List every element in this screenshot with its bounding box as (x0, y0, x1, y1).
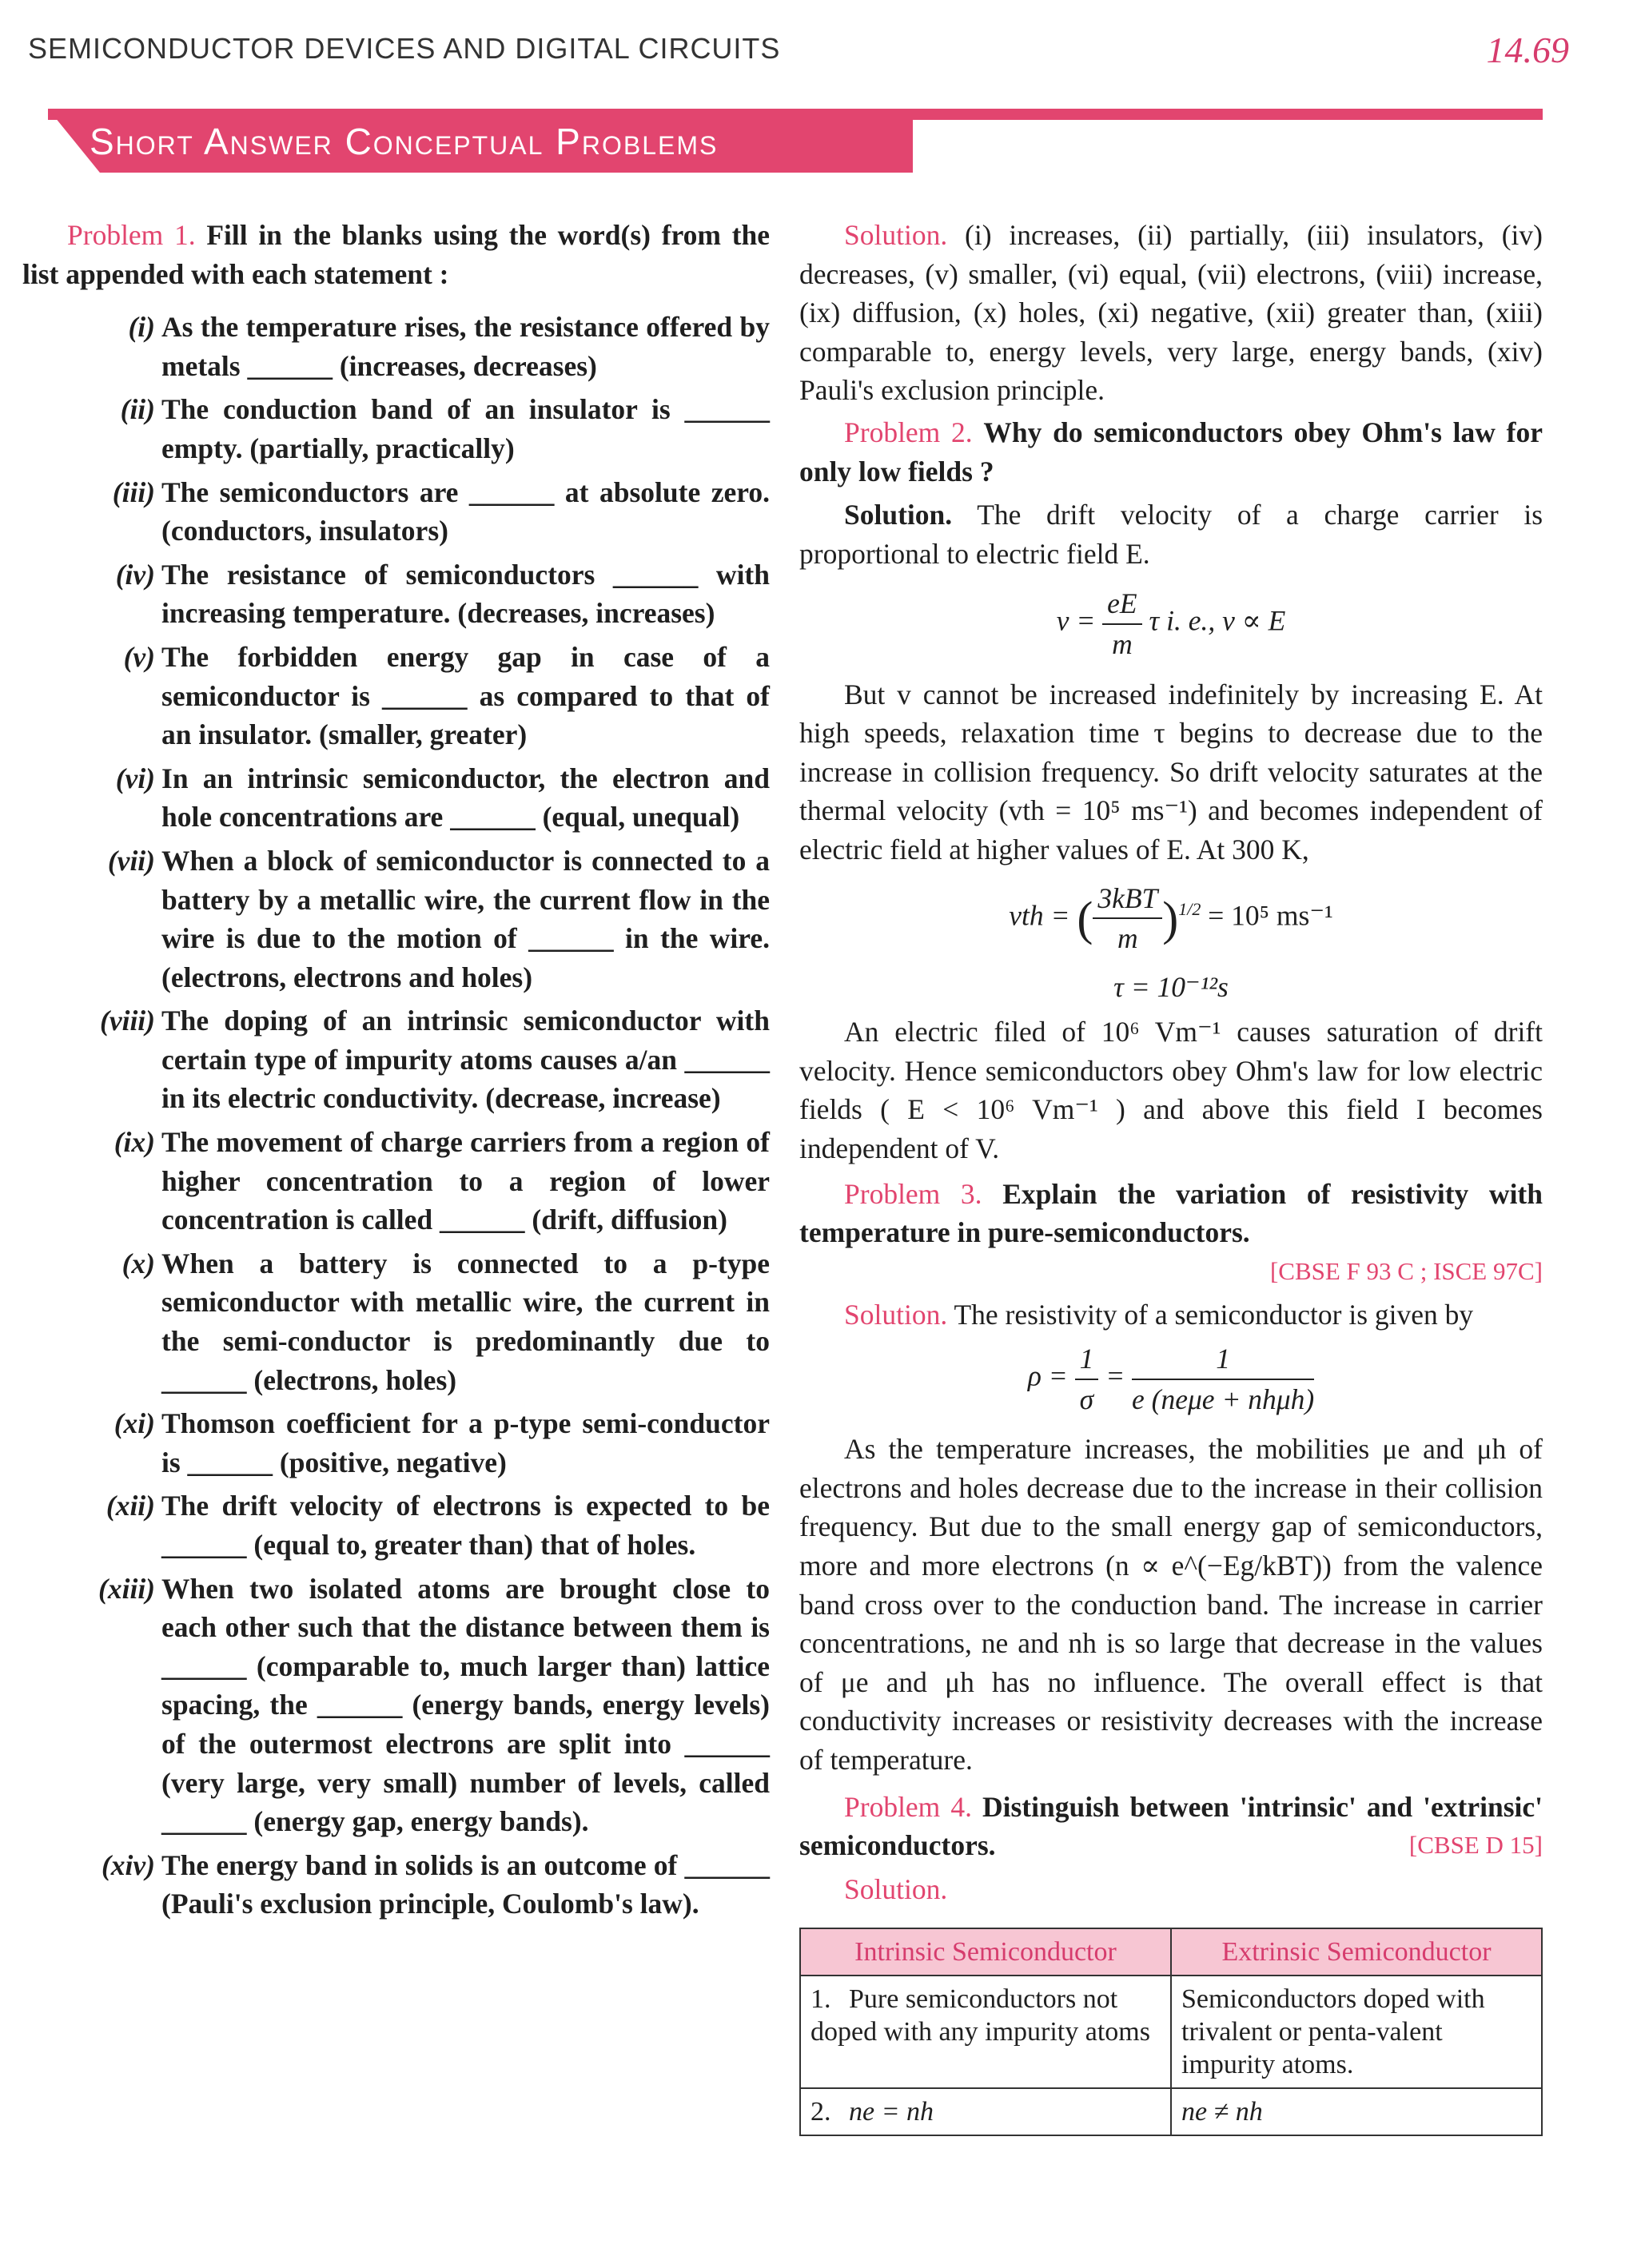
list-item: (viii) The doping of an intrinsic semiconductor with certain type of impurity atoms causes a/an ______ in its electric conductivity. (decrease, increase) (100, 1005, 770, 1115)
page-number: 14.69 (1486, 30, 1569, 70)
list-item: (i) As the temperature rises, the resistance offered by metals ______ (increases, decreases) (128, 311, 770, 382)
left-column (22, 216, 770, 1924)
running-title: SEMICONDUCTOR DEVICES AND DIGITAL CIRCUITS (28, 32, 781, 65)
equation-thermal-velocity: vth = ( $\frac{\text{3kBT}}{m}$ )$^{1/2}$ = 10⁵ ms⁻¹ (799, 879, 1543, 958)
table-cell: ne ≠ nh (1171, 2088, 1542, 2135)
equation-relaxation-time: τ = 10⁻¹²s (1113, 970, 1229, 1003)
equation-drift-velocity: v = $\frac{eE}{m}$ τ i. e., v ∝ E (799, 584, 1543, 663)
problem-1-heading (22, 216, 770, 293)
list-item: (vi) In an intrinsic semiconductor, the electron and hole concentrations are ______ (equal, unequal) (115, 762, 770, 834)
solution-text: (i) increases, (ii) partially, (iii) insulators, (iv) decreases, (v) smaller, (vi) equal, (vii) electrons, (viii) increase, (ix) diffusion, (x) holes, (xi) negative, (xii) greater than, (xiii) comparable to, energy levels, very large, energy bands, (xiv) Pauli's exclusion principle. (799, 219, 1543, 407)
table-cell: 2. ne = nh (800, 2088, 1171, 2135)
problem-3-heading (799, 1175, 1543, 1252)
solution-label: Solution. (844, 1872, 948, 1905)
comparison-table (799, 1928, 1543, 2136)
solution-label: Solution. (844, 219, 948, 251)
problem-label: Problem 4. (844, 1790, 972, 1823)
solution-1 (799, 216, 1543, 410)
solution-4 (799, 1870, 1543, 1909)
list-item: (xi) Thomson coefficient for a p-type semi-conductor is ______ (positive, negative) (114, 1407, 770, 1478)
table-row (800, 2088, 1542, 2135)
problem-label: Problem 1. (67, 219, 196, 251)
table-row (800, 1976, 1542, 2088)
solution-label: Solution. (844, 499, 953, 531)
right-column (799, 216, 1543, 2136)
list-item: (iii) The semiconductors are ______ at absolute zero. (conductors, insulators) (112, 475, 770, 547)
list-item: (ix) The movement of charge carriers from a region of higher concentration to a region of lower concentration is called ______ (drift, diffusion) (114, 1126, 770, 1236)
problem-4-heading (799, 1788, 1543, 1865)
solution-2-paragraph-2: An electric filed of 10⁶ Vm⁻¹ causes saturation of drift velocity. Hence semiconductors obey Ohm's law for low electric fields ( E < 10⁶ Vm⁻¹ ) and above this field I becomes independent of V. (799, 1016, 1543, 1165)
table-cell: 1. Pure semiconductors not doped with any impurity atoms (800, 1976, 1171, 2088)
list-item: (xii) The drift velocity of electrons is expected to be ______ (equal to, greater than) that of holes. (106, 1490, 770, 1561)
problem-label: Problem 2. (844, 416, 973, 448)
list-item: (xiv) The energy band in solids is an outcome of ______ (Pauli's exclusion principle, Coulomb's law). (101, 1848, 770, 1920)
list-item: (x) When a battery is connected to a p-type semiconductor with metallic wire, the current in the semi-conductor is predominantly due to ______ (electrons, holes) (121, 1247, 770, 1396)
solution-2 (799, 495, 1543, 573)
problem-text: Fill in the blanks using the word(s) from the list appended with each statement : (22, 219, 770, 290)
problem-label: Problem 3. (844, 1177, 982, 1210)
section-title: Short Answer Conceptual Problems (90, 121, 719, 162)
solution-3 (799, 1295, 1543, 1335)
solution-2-paragraph: But v cannot be increased indefinitely by increasing E. At high speeds, relaxation time τ begins to decrease due to the increase in collision frequency. So drift velocity saturates at the thermal velocity (vth = 10⁵ ms⁻¹) and becomes independent of electric field at higher values of E. At 300 K, (799, 678, 1543, 865)
blank-list (22, 308, 770, 1924)
list-item: (iv) The resistance of semiconductors ______ with increasing temperature. (decreases, increases) (115, 558, 770, 630)
list-item: (xiii) When two isolated atoms are brought close to each other such that the distance between them is ______ (comparable to, much larger than) lattice spacing, the ______ (energy bands, energy levels) of the outermost electrons are split into ______ (very large, very small) number of levels, called ______ (energy gap, energy bands). (98, 1572, 770, 1838)
solution-label: Solution. (844, 1299, 948, 1331)
column-header: Intrinsic Semiconductor (800, 1928, 1171, 1976)
running-header (28, 29, 1611, 69)
column-header: Extrinsic Semiconductor (1171, 1928, 1542, 1976)
list-item: (v) The forbidden energy gap in case of a semiconductor is ______ as compared to that of an insulator. (smaller, greater) (123, 640, 770, 751)
problem-4-citation: [CBSE D 15] (1408, 1831, 1543, 1860)
table-header-row (800, 1928, 1542, 1976)
problem-text: Distinguish between 'intrinsic' and 'extrinsic' semiconductors. (799, 1790, 1543, 1862)
problem-text: Why do semiconductors obey Ohm's law for only low fields ? (799, 416, 1543, 487)
solution-text: The drift velocity of a charge carrier is proportional to electric field E. (799, 499, 1543, 570)
problem-2-heading (799, 413, 1543, 491)
problem-text: Explain the variation of resistivity with temperature in pure-semiconductors. (799, 1177, 1543, 1249)
equation-resistivity: ρ = $\frac{1}{\sigma}$ = $\frac{1}{\text{e (neμe + nhμh)}}$ (799, 1339, 1543, 1418)
solution-3-paragraph: As the temperature increases, the mobilities μe and μh of electrons and holes decrease due to the increase in their collision frequency. But due to the small energy gap of semiconductors, more and more electrons (n ∝ e^(−Eg/kBT)) from the valence band cross over to the conduction band. The increase in carrier concentrations, ne and nh is so large that decrease in the values of μe and μh has no influence. The overall effect is that conductivity increases or resistivity decreases with the increase of temperature. (799, 1433, 1543, 1776)
list-item: (ii) The conduction band of an insulator is ______ empty. (partially, practically) (120, 393, 770, 464)
solution-text: The resistivity of a semiconductor is given by (954, 1299, 1474, 1331)
list-item: (vii) When a block of semiconductor is connected to a battery by a metallic wire, the current flow in the wire is due to the motion of ______ in the wire. (electrons, electrons and holes) (107, 844, 770, 993)
problem-3-citation: [CBSE F 93 C ; ISCE 97C] (1269, 1256, 1543, 1285)
table-cell: Semiconductors doped with trivalent or penta-valent impurity atoms. (1171, 1976, 1542, 2088)
